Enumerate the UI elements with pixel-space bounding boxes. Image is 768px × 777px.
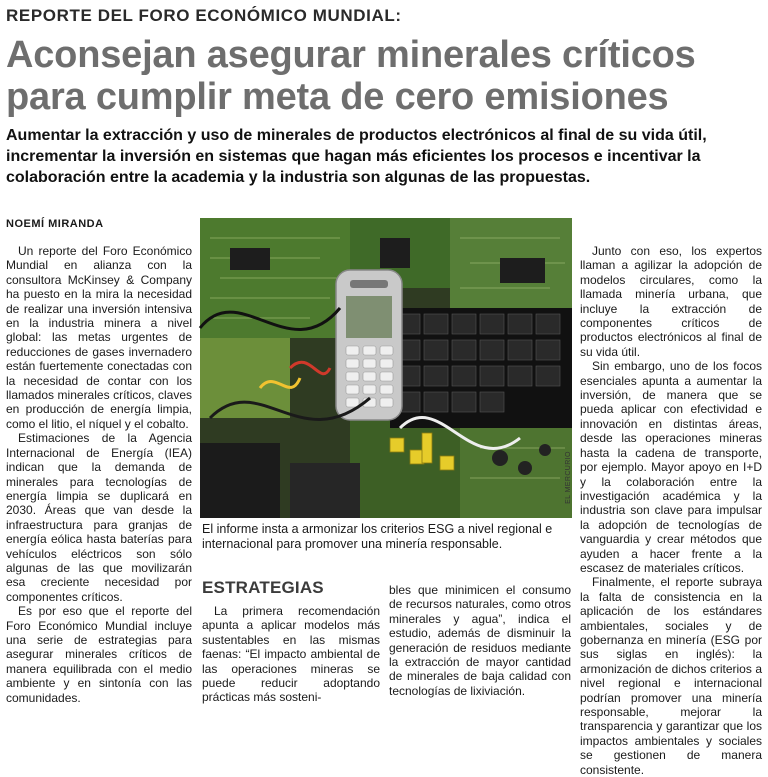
paragraph: Sin embargo, uno de los focos esenciales apunta a aumentar la inversión, de manera que se pueda aplicar con efectividad e innovación en distintas áreas, desde las operaciones mineras hasta la cadena de transporte, por ejemplo. Mayor apoyo en I+D y la colaboración entre la investigación académica y la industria son clave para impulsar la adopción de tecnologías de vanguardia y crear métodos que ayuden a hacer frente a la escasez de materiales críticos. xyxy=(580,359,762,575)
photo-credit: EL MERCURIO xyxy=(564,451,572,504)
headline: Aconsejan asegurar minerales críticos para cumplir meta de cero emisiones xyxy=(6,34,696,118)
paragraph: Finalmente, el reporte subraya la falta de consistencia en la aplicación de los estándares ambientales, sociales y de gobernanza en minería (ESG por sus siglas en inglés): la armonización de dichos criterios a nivel regional e internacional podrían promover una minería responsable, mejorar la transparencia y garantizar que los impactos ambientales y sociales se gestionen de manera consistente. xyxy=(580,575,762,777)
kicker: REPORTE DEL FORO ECONÓMICO MUNDIAL: xyxy=(6,6,402,25)
e-waste-photo xyxy=(200,218,572,518)
paragraph: Un reporte del Foro Económico Mundial en alianza con la consultora McKinsey & Company ha puesto en la mira la necesidad de realizar una inversión intensiva en la industria minera a nivel global: las metas urgentes de reducciones de gases invernadero están fuertemente conectadas con la necesidad de contar con los llamados minerales críticos, claves en producción de energía limpia, como el litio, el níquel y el cobalto. xyxy=(6,244,192,431)
deck: Aumentar la extracción y uso de minerales de productos electrónicos al final de su vida útil, incrementar la inversión en sistemas que hagan más eficientes los procesos e incentivar la colaboración entre la academia y la industria son algunas de las propuestas. xyxy=(6,127,707,186)
column-4 xyxy=(580,244,762,777)
paragraph: Junto con eso, los expertos llaman a agilizar la adopción de modelos circulares, como la llamada minería urbana, que incluye la extracción de componentes críticos de productos electrónicos al final de su vida útil. xyxy=(580,244,762,359)
photo-caption: El informe insta a armonizar los criterios ESG a nivel regional e internacional para promover una minería responsable. xyxy=(202,522,553,551)
paragraph: Estimaciones de la Agencia Internacional de Energía (IEA) indican que la demanda de minerales para tecnologías de energía limpia se duplicará en 2030. Áreas que van desde la infraestructura para granjas de energía eólica hasta baterías para vehículos eléctricos son sólo algunas de las que movilizarán esa creciente necesidad por componentes críticos. xyxy=(6,431,192,604)
paragraph: Es por eso que el reporte del Foro Económico Mundial incluye una serie de estrategias para asegurar minerales críticos de manera equilibrada con el medio ambiente y en sintonía con las comunidades. xyxy=(6,604,192,705)
column-1 xyxy=(6,244,192,705)
column-2 xyxy=(202,604,380,705)
paragraph: La primera recomendación apunta a aplicar modelos más sustentables en las mismas faenas: “El impacto ambiental de las operaciones mineras se puede reducir adoptando prácticas más sosteni- xyxy=(202,604,380,705)
column-3 xyxy=(389,583,571,698)
subhead: ESTRATEGIAS xyxy=(202,578,324,597)
byline: NOEMÍ MIRANDA xyxy=(6,218,104,230)
paragraph: bles que minimicen el consumo de recursos naturales, como otros minerales y agua”, indica el estudio, además de disminuir la generación de residuos mediante la extracción de mayor cantidad de minerales de baja calidad con tecnologías de lixiviación. xyxy=(389,583,571,698)
